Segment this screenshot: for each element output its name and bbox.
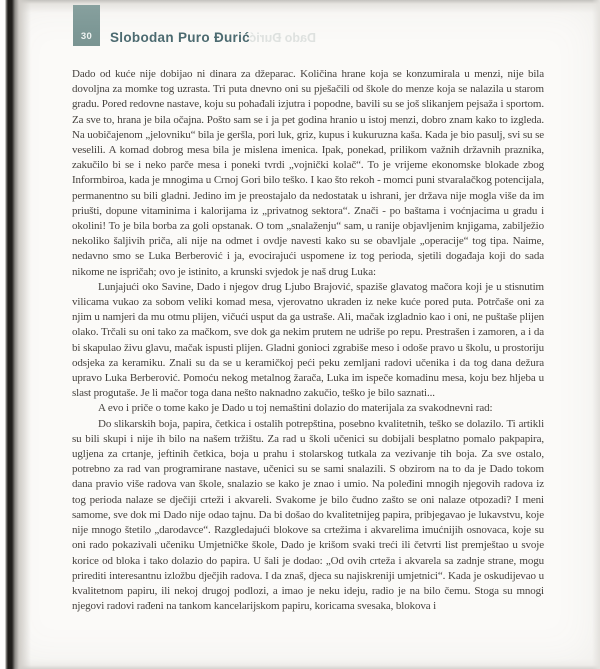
paragraph: Lunjajući oko Savine, Dado i njegov drug Ljubo Brajović, spaziše glavatog mačora koji je u stisnutim vilicama vukao za sobom veliki komad mesa, vjerovatno ukraden iz neke kuće pored puta. Potrčaše oni za njim u namjeri da mu otmu plijen, vičući usput da ga ustraše. Ali, mačak izgladnio kao i oni, ne puštaše plijen olako. Trčali su oni tako za mačkom, sve dok ga nekim prutem ne udriše po repu. Prestrašen i zamoren, a i da bi skapulao živu glavu, mačak ispusti plijen. Gladni gonioci zgrabiše meso i odoše pravo u školu, u prostoriju odsjeka za keramiku. Znali su da se u keramičkoj peći peku zemljani radovi učenika i da tog dana dežura upravo Luka Berberović. Pomoću nekog metalnog žarača, Luka im ispeče komadinu mesa, koju bez hljeba u slast progutaše. Je li mačor toga dana nešto naknadno zakučio, teško je bilo saznati... (72, 280, 544, 400)
page-edge-shadow-bottom (0, 659, 600, 669)
paragraph: Do slikarskih boja, papira, četkica i ostalih potrepština, posebno kvalitetnih, teško se dolazilo. Ti artikli su bili skupi i nije ih bilo na našem tržištu. Za rad u školi učenici su dobijali besplatno pomalo pakpapira, ugljena za crtanje, jeftinih četkica, boja u prahu i stolarskog tutkala za vezivanje tih boja. Za sve ostalo, potrebno za rad van programirane nastave, učenici su se sami snalazili. S obzirom na to da je Dado tokom dana pravio više radova van škole, snalazio se kako je znao i umio. Na poleđini mnogih njegovih radova iz tog perioda nalaze se dječiji crteži i akvareli. Svakome je bilo čudno zašto se oni nalaze otpozadi? I meni samome, sve dok mi Dado nije odao tajnu. Da bi došao do kvalitetnijeg papira, pribjegavao je lukavstvu, koje nije mnogo štetilo „darodavce“. Razgledajući blokove sa crtežima i akvarelima imućnijih osnovaca, koje su oni rado pokazivali učeniku Umjetničke škole, Dado je krišom svaki treći ili četvrti list premještao u svoje korice od bloka i tako dolazio do papira. U šali je dodao: „Od ovih crteža i akvarela sa zadnje strane, mogu prirediti interesantnu izložbu dječjih radova. I da znaš, djeca su najiskreniji umjetnici“. Kada je oskudijevao u kvalitetnom papiru, ili nekoj drugoj podlozi, a imao je neku ideju, radio je na bilo čemu. Stoga su mnogi njegovi radovi rađeni na tankom kancelarijskom papiru, koricama svesaka, blokova i (72, 417, 544, 613)
page-edge-shadow-left (0, 0, 32, 669)
body-text-block (72, 67, 544, 614)
paragraph: Dado od kuće nije dobijao ni dinara za džeparac. Količina hrane koja se konzumirala u menzi, nije bila dovoljna za momke tog uzrasta. Tri puta dnevno oni su pješačili od škole do menze koja se nalazila u starom gradu. Pored redovne nastave, koju su pohađali izjutra i popodne, bavili su se još slikanjem pejsaža i sportom. Za sve to, hrana je bila očajna. Pošto sam se i ja pet godina hranio u istoj menzi, dobro znam kako to izgleda. Na uobičajenom „jelovniku“ bila je geršla, pori luk, griz, kupus i kukuruzna kaša. Kada je bio pasulj, svi su se veselili. A komad dobrog mesa bila je mislena imenica. Ipak, ponekad, prilikom važnih državnih praznika, zakučilo bi se i neko parče mesa i poneki tvrdi „vojnički kolač“. To je vrijeme ekonomske blokade zbog Informbiroa, kada je mnogima u Crnoj Gori bilo teško. I kao što rekoh - momci puni stvaralačkog potencijala, permanentno su bili gladni. Jedino im je preostajalo da nedostatak u ishrani, jer država nije mogla više da im priušti, dopune vitaminima i kalorijama iz „privatnog sektora“. Znači - po baštama i voćnjacima u gradu i okolini! To je bila borba za goli opstanak. O tom „snalaženju“ sam, u ranije objavljenim knjigama, zabilježio nekoliko šaljivih priča, ali nije na odmet i ovdje navesti kako su se obavljale „operacije“ tog tipa. Naime, nedavno smo se Luka Berberović i ja, evocirajući uspomene iz tog perioda, sjetili događaja koji do sada nikome ne ispričah; ovo je istinito, a krunski svjedok je naš drug Luka: (72, 68, 544, 278)
author-header: Slobodan Puro Đurić (110, 30, 250, 45)
bleedthrough-ghost-text: Dado Đurić (249, 31, 316, 45)
page-number-box (73, 5, 100, 46)
paragraph: A evo i priče o tome kako je Dado u toj nemaštini dolazio do materijala za svakodnevni rad: (98, 402, 493, 415)
page-number: 30 (80, 31, 93, 42)
page-edge-shadow-right (592, 0, 600, 669)
